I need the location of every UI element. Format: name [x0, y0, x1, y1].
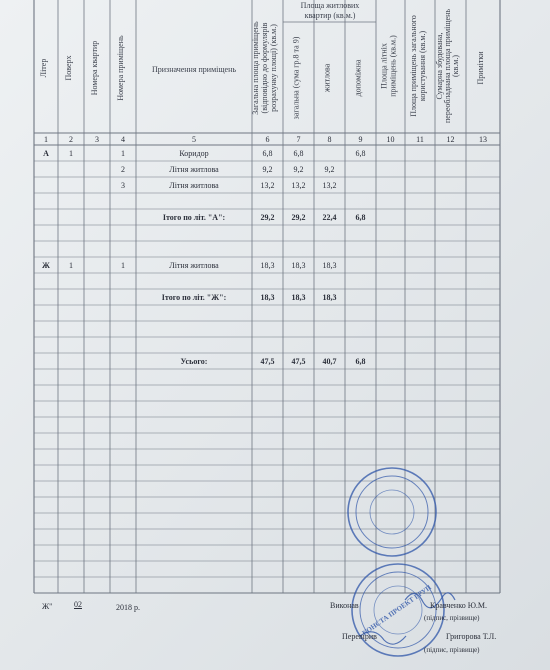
header-common: Площа приміщень загального — [409, 15, 418, 117]
row-total-area: 18,3 — [260, 293, 275, 302]
column-number: 6 — [265, 135, 270, 144]
row-total-sum: 9,2 — [293, 165, 304, 174]
row-purpose: Літня житлова — [169, 181, 219, 190]
header-apartment-numbers: Номера квартир — [90, 40, 99, 96]
row-living: 18,3 — [322, 261, 337, 270]
header-rebuilt: переобладнана площа приміщень — [443, 8, 452, 124]
column-number: 13 — [479, 135, 487, 144]
row-room: 3 — [121, 181, 125, 190]
row-total-sum: 47,5 — [291, 357, 306, 366]
row-auxiliary: 6,8 — [355, 213, 366, 222]
seal-stamp-upper — [370, 490, 414, 534]
column-number: 3 — [95, 135, 99, 144]
header-summer: Площа літніх — [379, 43, 389, 89]
row-total-sum: 18,3 — [291, 293, 306, 302]
column-number: 9 — [358, 135, 363, 144]
header-living-group: Площа житлових — [300, 1, 360, 10]
header-living-group: квартир (кв.м.) — [304, 11, 356, 20]
executed-name: Кравченко Ю.М. — [430, 601, 488, 610]
header-purpose: Призначення приміщень — [151, 65, 237, 74]
header-rebuilt: Сумарна збудована, — [435, 32, 444, 100]
row-total-sum: 6,8 — [293, 149, 304, 158]
header-summer: приміщень (кв.м.) — [388, 35, 398, 97]
row-living: 18,3 — [322, 293, 337, 302]
row-purpose: Ітого по літ. "А": — [162, 213, 226, 222]
row-total-sum: 13,2 — [291, 181, 306, 190]
column-number: 10 — [386, 135, 395, 144]
header-living: житлова — [322, 63, 332, 93]
row-floor: 1 — [69, 261, 73, 270]
header-rebuilt: (кв.м.) — [451, 54, 460, 78]
row-total-sum: 18,3 — [291, 261, 306, 270]
header-notes: Примітки — [476, 51, 485, 85]
column-number: 7 — [296, 135, 301, 144]
row-room: 1 — [121, 149, 125, 158]
column-number: 12 — [446, 135, 455, 144]
executed-label: Виконав — [330, 601, 359, 610]
date-month: 02 — [74, 600, 82, 609]
row-auxiliary: 6,8 — [355, 357, 366, 366]
row-total-sum: 29,2 — [291, 213, 306, 222]
signature-caption-1: (підпис, прізвище) — [424, 614, 480, 622]
header-total-area: Загальна площа приміщень — [251, 21, 260, 115]
row-room: 1 — [121, 261, 125, 270]
row-total-area: 18,3 — [260, 261, 275, 270]
row-living: 9,2 — [324, 165, 335, 174]
header-total-area: (відповідно до формулярів — [260, 22, 269, 114]
header-room-numbers: Номера приміщень — [116, 35, 125, 101]
row-purpose: Усього: — [180, 357, 208, 366]
row-total-area: 13,2 — [260, 181, 275, 190]
header-total-sum: загальна (сума гр.8 та 9) — [291, 36, 301, 120]
row-purpose: Коридор — [179, 149, 209, 158]
row-total-area: 29,2 — [260, 213, 275, 222]
column-number: 11 — [416, 135, 424, 144]
row-room: 2 — [121, 165, 125, 174]
checked-name: Григорова Т.Л. — [446, 632, 497, 641]
row-purpose: Літня житлова — [169, 165, 219, 174]
seal-stamp-text: КОНСТА ПРОЕКТ ГРУП — [360, 583, 433, 638]
row-total-area: 47,5 — [260, 357, 275, 366]
date-year: 2018 р. — [116, 603, 140, 612]
column-number: 1 — [44, 135, 48, 144]
header-lit: Літер — [39, 58, 48, 78]
column-number: 5 — [192, 135, 196, 144]
date-day: Ж" — [42, 602, 53, 611]
header-auxiliary: допоміжна — [353, 59, 363, 97]
row-purpose: Ітого по літ. "Ж": — [161, 293, 227, 302]
row-purpose: Літня житлова — [169, 261, 219, 270]
header-floor: Поверх — [64, 55, 73, 81]
row-living: 22,4 — [322, 213, 337, 222]
column-number: 4 — [121, 135, 125, 144]
header-common: користування (кв.м.) — [418, 30, 427, 102]
row-lit: Ж — [42, 261, 50, 270]
row-living: 13,2 — [322, 181, 337, 190]
row-total-area: 9,2 — [262, 165, 273, 174]
signature-caption-2: (підпис, прізвище) — [424, 646, 480, 654]
column-number: 8 — [327, 135, 332, 144]
row-total-area: 6,8 — [262, 149, 273, 158]
row-lit: А — [43, 149, 49, 158]
column-number: 2 — [69, 135, 73, 144]
row-auxiliary: 6,8 — [355, 149, 366, 158]
header-total-area: розрахунку площі) (кв.м.) — [269, 24, 278, 112]
row-living: 40,7 — [322, 357, 337, 366]
seal-stamp-upper — [356, 476, 428, 548]
checked-label: Перевірив — [342, 632, 377, 641]
row-floor: 1 — [69, 149, 73, 158]
